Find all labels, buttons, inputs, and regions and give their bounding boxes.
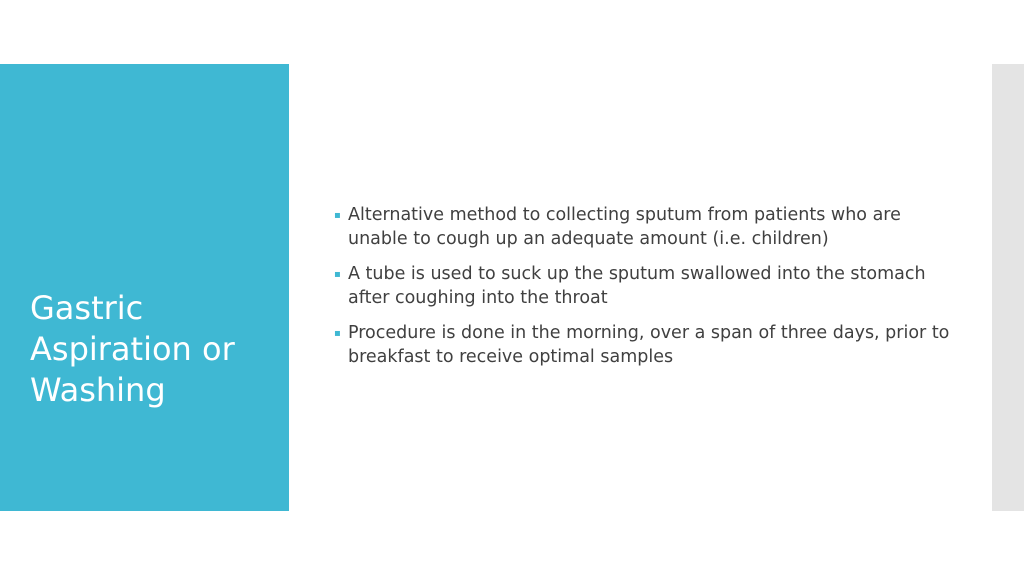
title-panel bbox=[0, 64, 289, 511]
bullet-text: Procedure is done in the morning, over a span of three days, prior to breakfast to receive optimal samples bbox=[348, 323, 950, 367]
right-side-bar bbox=[992, 64, 1024, 511]
bullet-marker-icon: ▪ bbox=[334, 210, 341, 221]
slide-title: Gastric Aspiration or Washing bbox=[30, 289, 235, 409]
bullet-text: Alternative method to collecting sputum from patients who are unable to cough up an adequate amount (i.e. children) bbox=[348, 205, 901, 249]
list-item bbox=[334, 263, 954, 310]
bullet-text: A tube is used to suck up the sputum swallowed into the stomach after coughing into the throat bbox=[348, 264, 926, 308]
list-item bbox=[334, 204, 954, 251]
bullet-marker-icon: ▪ bbox=[334, 269, 341, 280]
bullet-marker-icon: ▪ bbox=[334, 328, 341, 339]
list-item bbox=[334, 322, 954, 369]
bullet-list bbox=[334, 204, 954, 381]
